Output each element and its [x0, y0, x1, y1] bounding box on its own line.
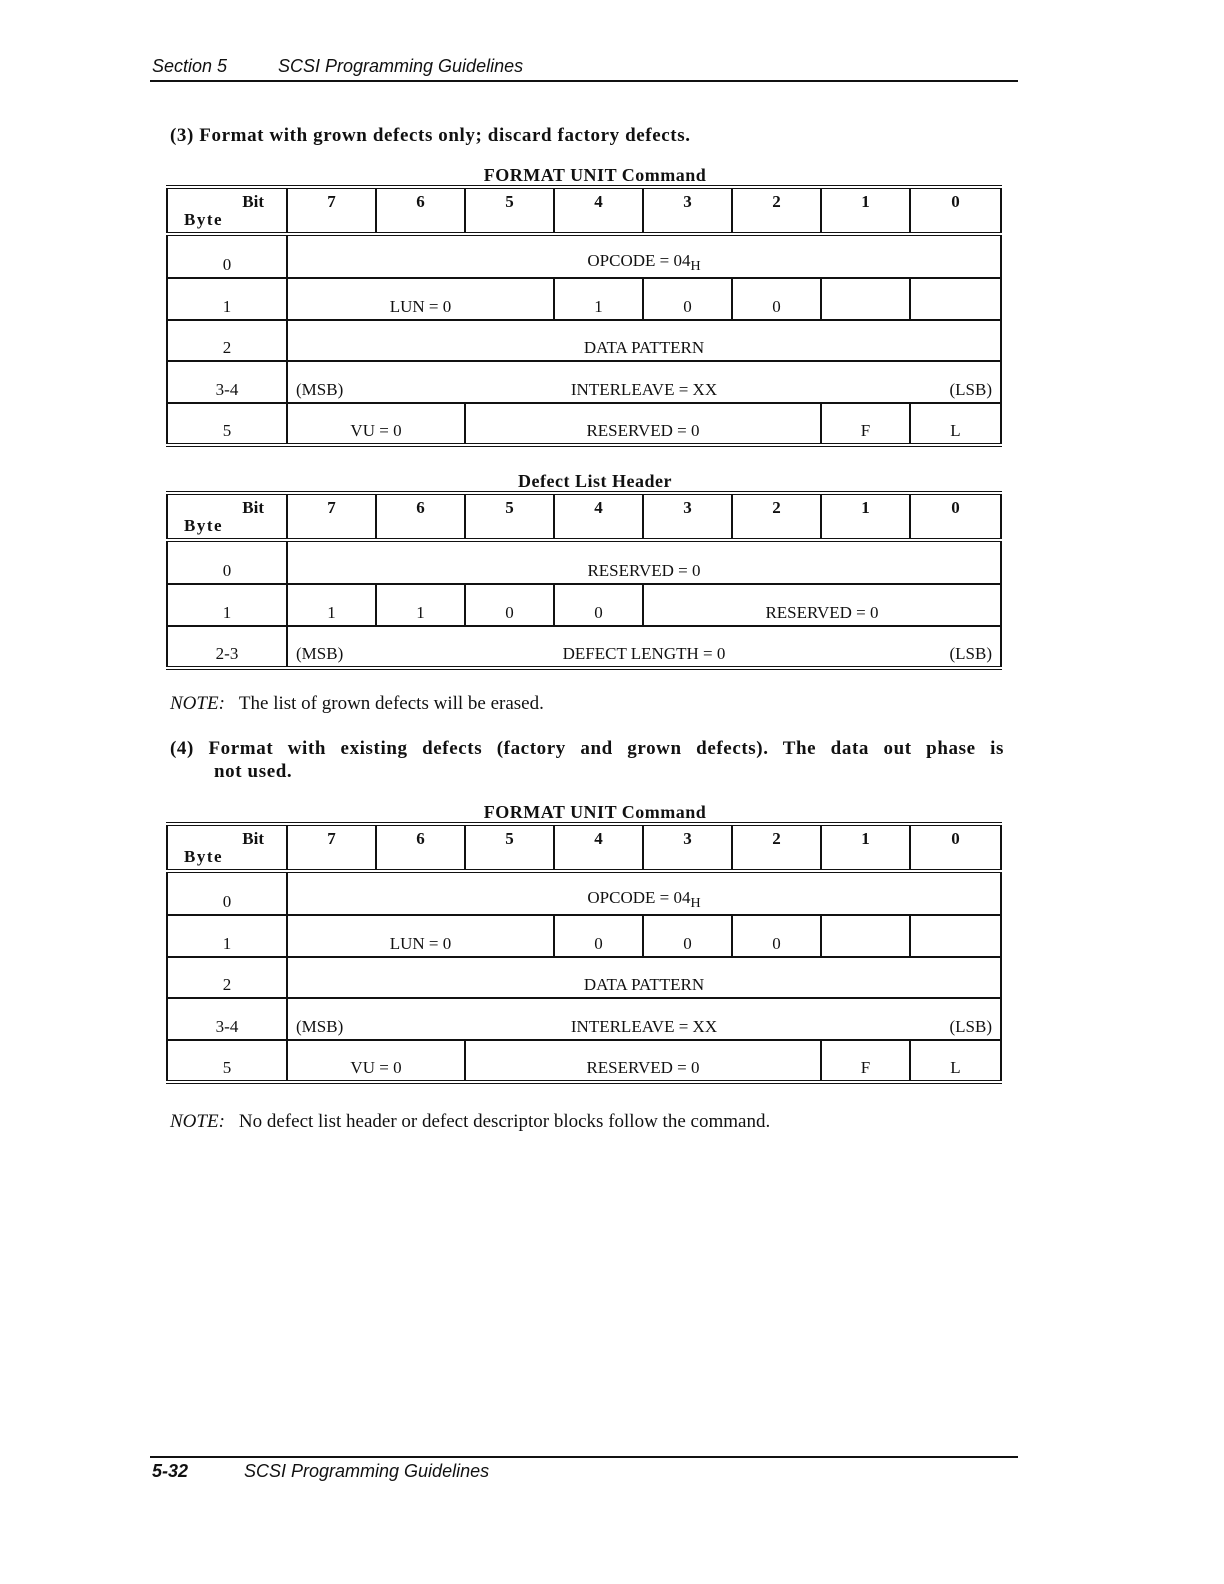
lun-field: LUN = 0: [287, 278, 554, 320]
opcode-field: OPCODE = $04_H$: [287, 234, 1001, 278]
bit-6-header: 6: [376, 187, 465, 234]
bit-2-value: 0: [732, 278, 821, 320]
format-unit-table-2: [166, 822, 1002, 1084]
bit-5-value: 0: [465, 584, 554, 626]
byte-number: 5: [167, 403, 287, 445]
section-3-heading: (3) Format with grown defects only; discard factory defects.: [170, 125, 691, 146]
bit-5-header: 5: [465, 824, 554, 871]
bit-4-value: 0: [554, 915, 643, 957]
interleave-label: INTERLEAVE = XX: [570, 1017, 718, 1036]
vu-field: VU = 0: [287, 403, 465, 445]
byte-number: 0: [167, 540, 287, 584]
msb-label: (MSB): [296, 1017, 344, 1036]
f-bit: F: [821, 403, 910, 445]
byte-number: 3-4: [167, 998, 287, 1040]
table-row: [167, 998, 1001, 1040]
bit-header-row: [167, 187, 1001, 234]
bit-3-header: 3: [643, 187, 732, 234]
interleave-field: [287, 998, 1001, 1040]
bit-3-value: 0: [643, 915, 732, 957]
bit-3-value: 0: [643, 278, 732, 320]
bit-7-header: 7: [287, 824, 376, 871]
byte-number: 1: [167, 915, 287, 957]
bit-3-header: 3: [643, 493, 732, 540]
data-pattern-field: DATA PATTERN: [287, 957, 1001, 998]
byte-number: 1: [167, 584, 287, 626]
table-row: [167, 915, 1001, 957]
table-row: [167, 584, 1001, 626]
bit-1-value: [821, 915, 910, 957]
bit-5-header: 5: [465, 493, 554, 540]
note-section-3: [170, 693, 544, 715]
byte-label: Byte: [184, 847, 224, 866]
reserved-field: RESERVED = 0: [643, 584, 1001, 626]
section-4-heading-cont: not used.: [214, 761, 293, 782]
note-text: The list of grown defects will be erased.: [238, 693, 544, 714]
running-header: [150, 56, 1018, 82]
running-footer: [150, 1456, 1018, 1484]
table-row: [167, 234, 1001, 278]
bit-4-value: 0: [554, 584, 643, 626]
bit-7-value: 1: [287, 584, 376, 626]
header-title: SCSI Programming Guidelines: [278, 56, 524, 76]
bit-1-header: 1: [821, 493, 910, 540]
msb-label: (MSB): [296, 644, 344, 663]
bit-1-value: [821, 278, 910, 320]
bit-6-header: 6: [376, 493, 465, 540]
data-pattern-field: DATA PATTERN: [287, 320, 1001, 361]
footer-title: SCSI Programming Guidelines: [244, 1461, 490, 1481]
lsb-label: (LSB): [949, 380, 992, 399]
section-label: Section 5: [152, 56, 228, 76]
reserved-field: RESERVED = 0: [465, 403, 821, 445]
page-number: 5-32: [152, 1461, 189, 1481]
table-row: [167, 626, 1001, 668]
table-row: [167, 278, 1001, 320]
section-4-heading: (4) Format with existing defects (factory and grown defects). The data out phase is: [170, 738, 1004, 759]
byte-label: Byte: [184, 210, 224, 229]
bit-7-header: 7: [287, 187, 376, 234]
bit-byte-corner: [167, 187, 287, 234]
note-label: NOTE:: [170, 693, 225, 714]
table-row: [167, 957, 1001, 998]
byte-label: Byte: [184, 516, 224, 535]
bit-6-header: 6: [376, 824, 465, 871]
bit-2-header: 2: [732, 824, 821, 871]
bit-4-value: 1: [554, 278, 643, 320]
note-section-4: [170, 1111, 770, 1133]
table-row: [167, 540, 1001, 584]
bit-2-header: 2: [732, 187, 821, 234]
bit-1-header: 1: [821, 824, 910, 871]
lsb-label: (LSB): [949, 1017, 992, 1036]
table-row: [167, 1040, 1001, 1082]
bit-4-header: 4: [554, 824, 643, 871]
vu-field: VU = 0: [287, 1040, 465, 1082]
bit-5-header: 5: [465, 187, 554, 234]
interleave-label: INTERLEAVE = XX: [570, 380, 718, 399]
bit-4-header: 4: [554, 493, 643, 540]
bit-label: Bit: [242, 192, 264, 211]
table-row: [167, 361, 1001, 403]
opcode-field: OPCODE = $04_H$: [287, 871, 1001, 915]
bit-0-value: [910, 278, 1001, 320]
byte-number: 2: [167, 320, 287, 361]
bit-label: Bit: [242, 498, 264, 517]
byte-number: 1: [167, 278, 287, 320]
byte-number: 5: [167, 1040, 287, 1082]
note-text: No defect list header or defect descriptor blocks follow the command.: [238, 1111, 771, 1132]
table2-caption: Defect List Header: [518, 471, 672, 491]
table-row: [167, 320, 1001, 361]
format-unit-table-1: [166, 185, 1002, 447]
bit-0-header: 0: [910, 493, 1001, 540]
bit-6-value: 1: [376, 584, 465, 626]
byte-number: 0: [167, 871, 287, 915]
table1-caption: FORMAT UNIT Command: [483, 165, 707, 185]
defect-list-header-table: [166, 491, 1002, 670]
byte-number: 0: [167, 234, 287, 278]
byte-number: 3-4: [167, 361, 287, 403]
lsb-label: (LSB): [949, 644, 992, 663]
bit-2-value: 0: [732, 915, 821, 957]
bit-4-header: 4: [554, 187, 643, 234]
lun-field: LUN = 0: [287, 915, 554, 957]
bit-3-header: 3: [643, 824, 732, 871]
bit-header-row: [167, 824, 1001, 871]
bit-byte-corner: [167, 493, 287, 540]
bit-2-header: 2: [732, 493, 821, 540]
bit-0-header: 0: [910, 187, 1001, 234]
byte-number: 2-3: [167, 626, 287, 668]
reserved-field: RESERVED = 0: [287, 540, 1001, 584]
defect-length-label: DEFECT LENGTH = 0: [562, 644, 726, 663]
interleave-field: [287, 361, 1001, 403]
l-bit: L: [910, 1040, 1001, 1082]
bit-7-header: 7: [287, 493, 376, 540]
table-row: [167, 403, 1001, 445]
l-bit: L: [910, 403, 1001, 445]
bit-1-header: 1: [821, 187, 910, 234]
bit-label: Bit: [242, 829, 264, 848]
msb-label: (MSB): [296, 380, 344, 399]
note-label: NOTE:: [170, 1111, 225, 1132]
table-row: [167, 871, 1001, 915]
f-bit: F: [821, 1040, 910, 1082]
bit-0-header: 0: [910, 824, 1001, 871]
defect-length-field: [287, 626, 1001, 668]
bit-header-row: [167, 493, 1001, 540]
bit-0-value: [910, 915, 1001, 957]
byte-number: 2: [167, 957, 287, 998]
table3-caption: FORMAT UNIT Command: [483, 802, 707, 822]
bit-byte-corner: [167, 824, 287, 871]
reserved-field: RESERVED = 0: [465, 1040, 821, 1082]
